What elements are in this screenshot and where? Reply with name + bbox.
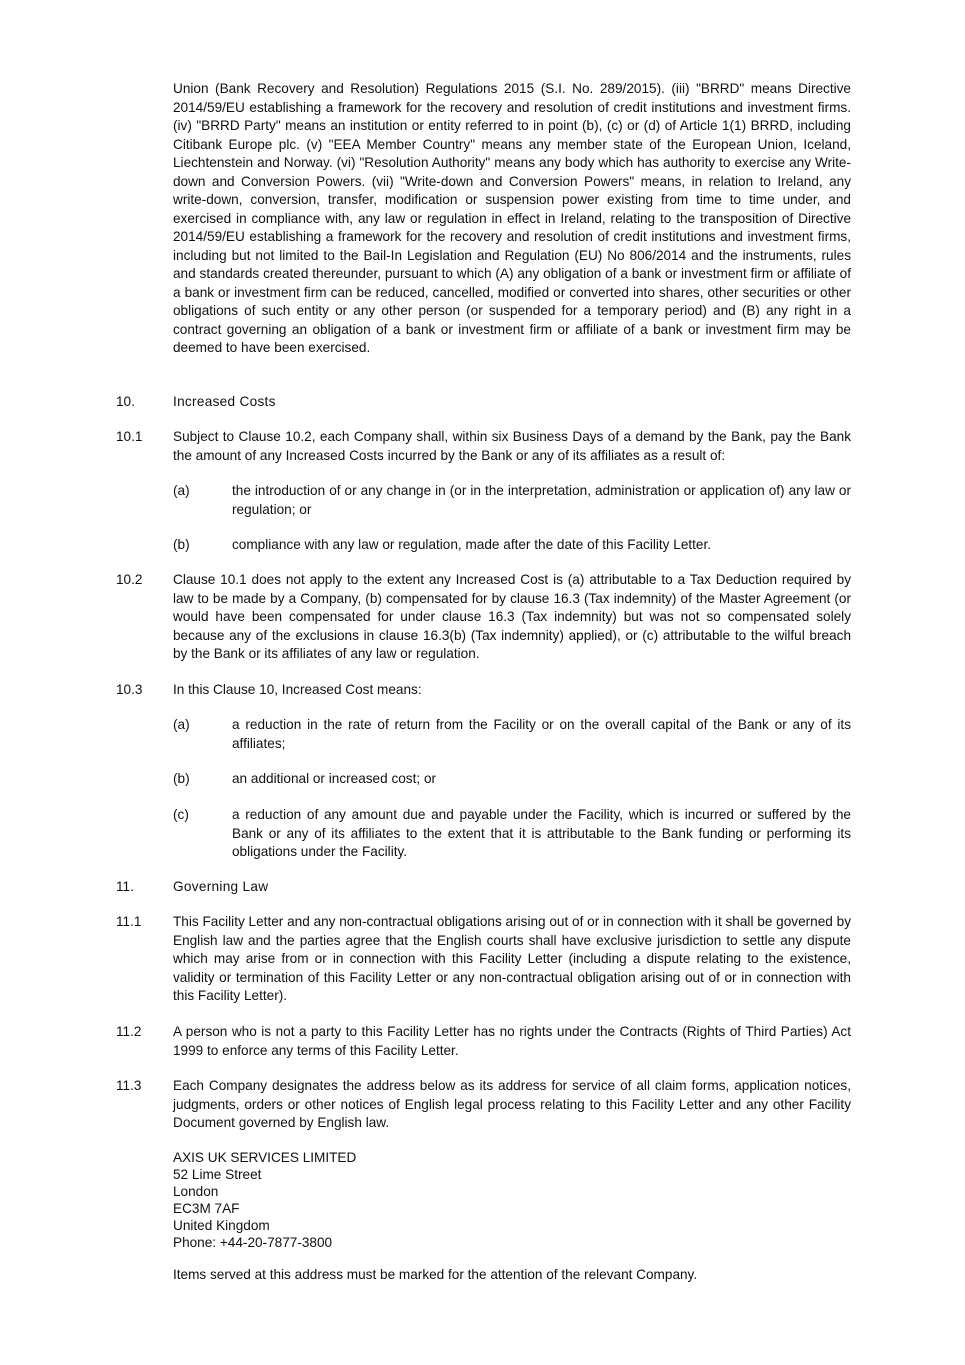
item-text: a reduction of any amount due and payable under the Facility, which is incurred or suffered by the Bank or any of its affiliates to the extent that it is attributable to the Bank funding or performing its obligations under the Facility. (232, 807, 851, 859)
section-number: 10. (116, 394, 135, 409)
clause-number: 10.3 (116, 682, 143, 697)
section-heading: Governing Law (173, 879, 269, 894)
clause-text: A person who is not a party to this Facility Letter has no rights under the Contracts (Rights of Third Parties) Act 1999 to enforce any terms of this Facility Letter. (173, 1024, 851, 1058)
item-text: the introduction of or any change in (or in the interpretation, administration or application of) any law or regulation; or (232, 483, 851, 517)
service-note: Items served at this address must be marked for the attention of the relevant Company. (173, 1267, 698, 1282)
address-phone: Phone: +44-20-7877-3800 (173, 1235, 333, 1250)
item-label: (b) (173, 771, 190, 786)
clause-text: In this Clause 10, Increased Cost means: (173, 682, 422, 697)
item-label: (a) (173, 483, 190, 498)
address-postcode: EC3M 7AF (173, 1201, 240, 1216)
item-text: an additional or increased cost; or (232, 771, 437, 786)
section-heading: Increased Costs (173, 394, 276, 409)
item-text: compliance with any law or regulation, made after the date of this Facility Letter. (232, 537, 712, 552)
definitions-paragraph: Union (Bank Recovery and Resolution) Regulations 2015 (S.I. No. 289/2015). (iii) "BRRD" means Directive 2014/59/EU establishing a framework for the recovery and resolution of credit institutions and investment firms. (iv) "BRRD Party" means an institution or entity referred to in point (b), (c) or (d) of Article 1(1) BRRD, including Citibank Europe plc. (v) "EEA Member Country" means any member state of the European Union, Iceland, Liechtenstein and Norway. (vi) "Resolution Authority" means any body which has authority to exercise any Write-down and Conversion Powers. (vii) "Write-down and Conversion Powers" means, in relation to Ireland, any write-down, conversion, transfer, modification or suspension power existing from time to time under, and exercised in compliance with, any law or regulation in effect in Ireland, relating to the transposition of Directive 2014/59/EU establishing a framework for the recovery and resolution of credit institutions and investment firms, including but not limited to the Bail-In Legislation and Regulation (EU) No 806/2014 and the instruments, rules and standards created thereunder, pursuant to which (A) any obligation of a bank or investment firm or affiliate of a bank or investment firm can be reduced, cancelled, modified or converted into shares, other securities or other obligations of such entity or any other person (or suspended for a temporary period) and (B) any right in a contract governing an obligation of a bank or investment firm or affiliate of a bank or investment firm may be deemed to have been exercised. (173, 81, 851, 355)
clause-text: Each Company designates the address below as its address for service of all claim forms, application notices, judgments, orders or other notices of English legal process relating to this Facility Letter and any other Facility Document governed by English law. (173, 1078, 851, 1130)
clause-number: 10.2 (116, 572, 143, 587)
address-country: United Kingdom (173, 1218, 270, 1233)
section-number: 11. (116, 879, 134, 894)
item-text: a reduction in the rate of return from the Facility or on the overall capital of the Bank or any of its affiliates; (232, 717, 851, 751)
clause-text: Subject to Clause 10.2, each Company shall, within six Business Days of a demand by the Bank, pay the Bank the amount of any Increased Costs incurred by the Bank or any of its affiliates as a result of: (173, 429, 851, 463)
clause-text: Clause 10.1 does not apply to the extent any Increased Cost is (a) attributable to a Tax Deduction required by law to be made by a Company, (b) compensated for by clause 16.3 (Tax indemnity) of the Master Agreement (or would have been compensated for under clause 16.3 (Tax indemnity) but was not so compensated solely because any of the exclusions in clause 16.3(b) (Tax indemnity) applied), or (c) attributable to the wilful breach by the Bank or its affiliates of any law or regulation. (173, 572, 851, 661)
item-label: (c) (173, 807, 189, 822)
address-city: London (173, 1184, 219, 1199)
item-label: (a) (173, 717, 190, 732)
clause-number: 11.1 (116, 914, 142, 929)
clause-text: This Facility Letter and any non-contractual obligations arising out of or in connection with it shall be governed by English law and the parties agree that the English courts shall have exclusive jurisdiction to settle any dispute which may arise from or in connection with this Facility Letter (including a dispute relating to the existence, validity or termination of this Facility Letter or any non-contractual obligation arising out of or in connection with this Facility Letter). (173, 914, 851, 1003)
service-address (173, 1149, 356, 1251)
clause-number: 11.3 (116, 1078, 142, 1093)
clause-number: 11.2 (116, 1024, 142, 1039)
item-label: (b) (173, 537, 190, 552)
address-company: AXIS UK SERVICES LIMITED (173, 1150, 357, 1165)
address-street: 52 Lime Street (173, 1167, 262, 1182)
clause-number: 10.1 (116, 429, 143, 444)
